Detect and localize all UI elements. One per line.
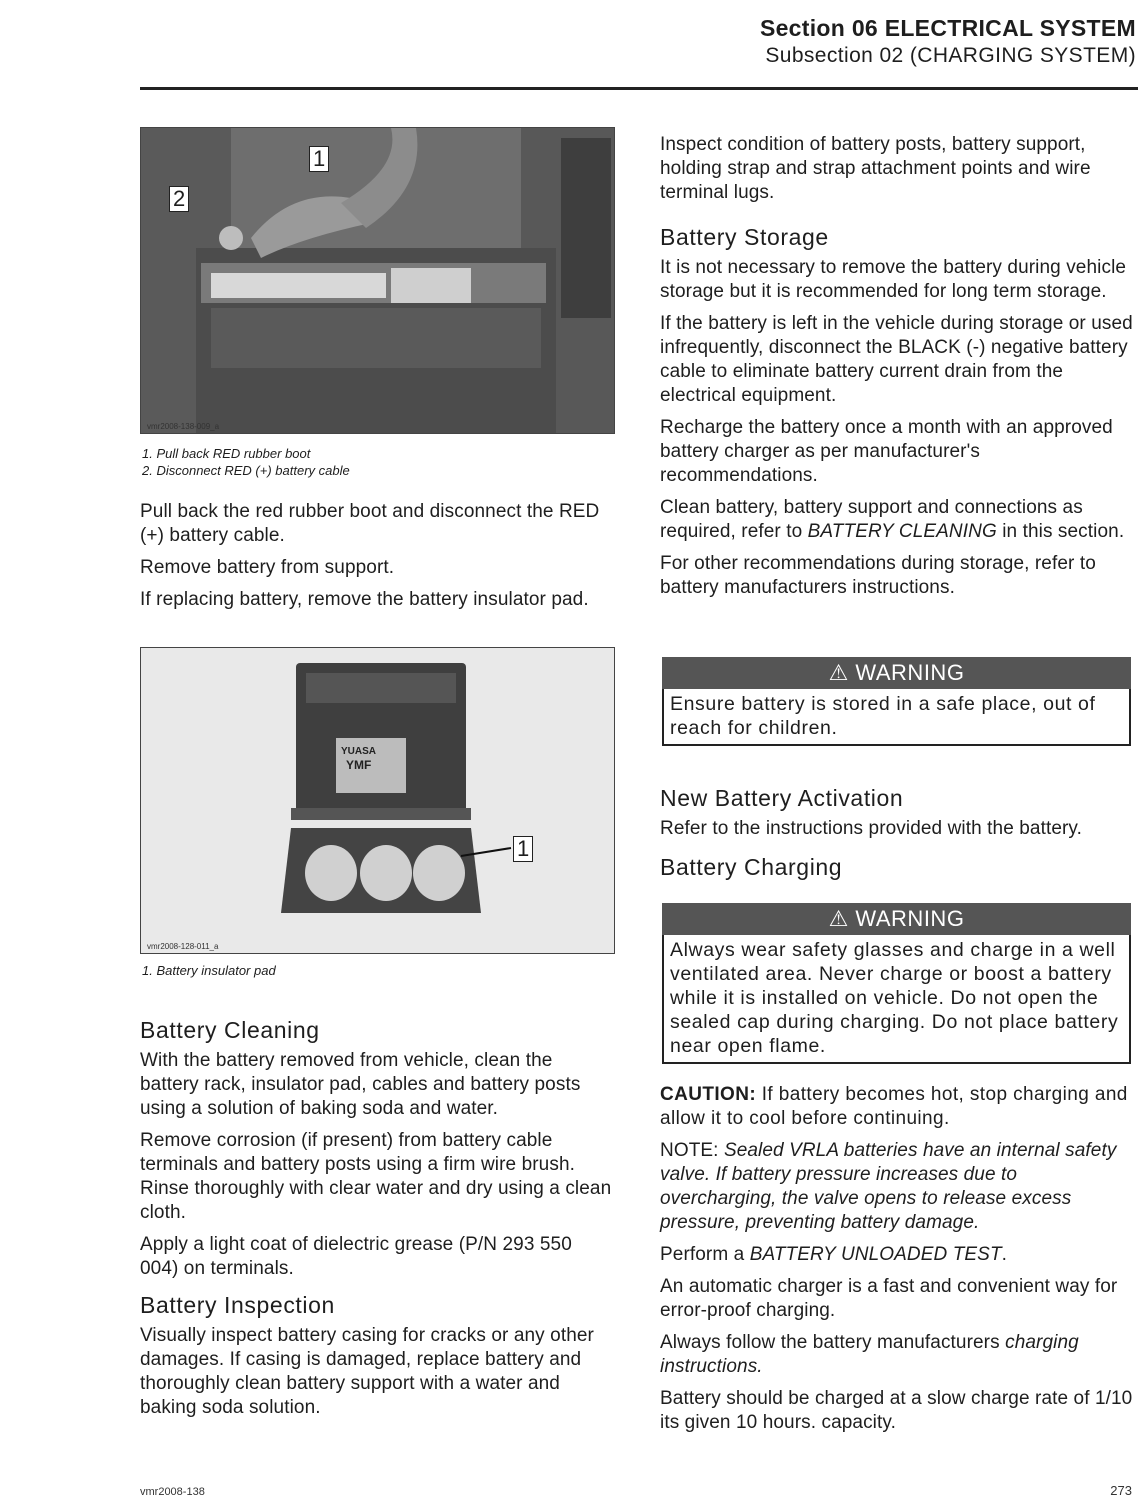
heading-battery-inspection: Battery Inspection [140,1292,335,1318]
paragraph: For other recommendations during storage, refer to battery manufacturers instructions. [660,553,1096,598]
heading-battery-cleaning: Battery Cleaning [140,1017,320,1043]
insulator-pad-illustration [141,648,614,953]
heading-new-battery-activation: New Battery Activation [660,785,904,811]
paragraph: With the battery removed from vehicle, clean the battery rack, insulator pad, cables and battery posts using a solution of baking soda and water. [140,1050,581,1119]
note-label: NOTE: [660,1140,719,1161]
battery-brand-label: YUASA [341,746,377,757]
battery-type-label: YMF [346,758,372,772]
warning-triangle-icon: ⚠ [828,660,849,685]
figure1-legend [142,445,612,479]
text: charging instructions. [660,1332,1079,1377]
figure2-legend [142,962,612,979]
text: Always follow the battery manufacturers [660,1332,1006,1353]
cross-reference-link[interactable]: BATTERY UNLOADED TEST [749,1244,1002,1265]
paragraph: It is not necessary to remove the battery during vehicle storage but it is recommended for long term storage. [660,257,1127,302]
heading-battery-charging: Battery Charging [660,854,843,880]
right-text-block-2 [660,784,1137,881]
note-paragraph [660,1139,1137,1235]
paragraph [660,1243,1137,1267]
figure-insulator-pad-photo [140,647,615,954]
paragraph: Apply a light coat of dielectric grease (P/N 293 550 004) on terminals. [140,1234,572,1279]
paragraph: An automatic charger is a fast and convenient way for error-proof charging. [660,1276,1118,1321]
callout-1: 1 [309,146,329,172]
right-text-block-1 [660,133,1137,600]
warning-text: Always wear safety glasses and charge in a well ventilated area. Never charge or boost a battery while it is installed on vehicle. Do not open the sealed cap during charging. Do not place battery near open flame. [662,935,1131,1064]
page-header [760,14,1136,70]
page-number: 273 [1110,1483,1132,1498]
left-text-block-1 [140,500,614,612]
legend-item: 1. Battery insulator pad [142,963,276,978]
paragraph: Remove corrosion (if present) from battery cable terminals and battery posts using a firm wire brush. Rinse thoroughly with clear water and dry using a clean cloth. [140,1130,612,1223]
paragraph: Inspect condition of battery posts, battery support, holding strap and strap attachment points and wire terminal lugs. [660,134,1091,203]
warning-box-storage [662,657,1131,746]
paragraph: Pull back the red rubber boot and disconnect the RED (+) battery cable. [140,501,600,546]
left-text-block-2 [140,1016,614,1420]
battery-cable-illustration [141,128,614,433]
callout-1: 1 [513,836,533,862]
subsection-title: Subsection 02 (CHARGING SYSTEM) [765,44,1136,67]
paragraph: If the battery is left in the vehicle during storage or used infrequently, disconnect the BLACK (-) negative battery cable to eliminate battery current drain from the electrical equipment. [660,313,1133,406]
paragraph: Refer to the instructions provided with the battery. [660,818,1083,839]
right-text-block-3 [660,1083,1137,1435]
heading-battery-storage: Battery Storage [660,224,829,250]
text: in this section. [996,521,1125,542]
caution-label: CAUTION: [660,1084,757,1105]
text: Clean battery, battery support and connections as required, refer to [660,497,1083,542]
warning-label: WARNING [855,660,965,685]
figure-image-id: vmr2008-128-011_a [147,942,219,951]
caution-paragraph [660,1083,1137,1131]
paragraph: Visually inspect battery casing for cracks or any other damages. If casing is damaged, replace battery and thoroughly clean battery support with a water and baking soda solution. [140,1325,594,1418]
warning-header [662,903,1131,935]
warning-triangle-icon: ⚠ [828,906,849,931]
section-title: Section 06 ELECTRICAL SYSTEM [759,15,1136,41]
paragraph: Recharge the battery once a month with an approved battery charger as per manufacturer's recommendations. [660,417,1113,486]
legend-item: 1. Pull back RED rubber boot [142,446,311,461]
paragraph [660,496,1137,544]
warning-text: Ensure battery is stored in a safe place, out of reach for children. [662,689,1131,746]
footer-doc-id: vmr2008-138 [140,1486,205,1498]
cross-reference-link[interactable]: BATTERY CLEANING [807,521,997,542]
figure-image-id: vmr2008-138-009_a [147,422,220,431]
callout-2: 2 [169,186,189,212]
legend-item: 2. Disconnect RED (+) battery cable [142,463,350,478]
warning-box-charging [662,903,1131,1064]
paragraph: Battery should be charged at a slow charge rate of 1/10 its given 10 hours. capacity. [660,1388,1133,1433]
paragraph: Remove battery from support. [140,557,395,578]
text: If battery becomes hot, stop charging and allow it to cool before continuing. [660,1084,1128,1129]
header-rule [140,87,1138,90]
text: . [1001,1244,1008,1265]
warning-header [662,657,1131,689]
paragraph [660,1331,1137,1379]
warning-label: WARNING [855,906,965,931]
paragraph: If replacing battery, remove the battery insulator pad. [140,589,589,610]
text: Perform a [660,1244,750,1265]
text: Sealed VRLA batteries have an internal safety valve. If battery pressure increases due to overcharging, the valve opens to release excess pressure, preventing battery damage. [660,1140,1117,1233]
figure-battery-cable-photo [140,127,615,434]
